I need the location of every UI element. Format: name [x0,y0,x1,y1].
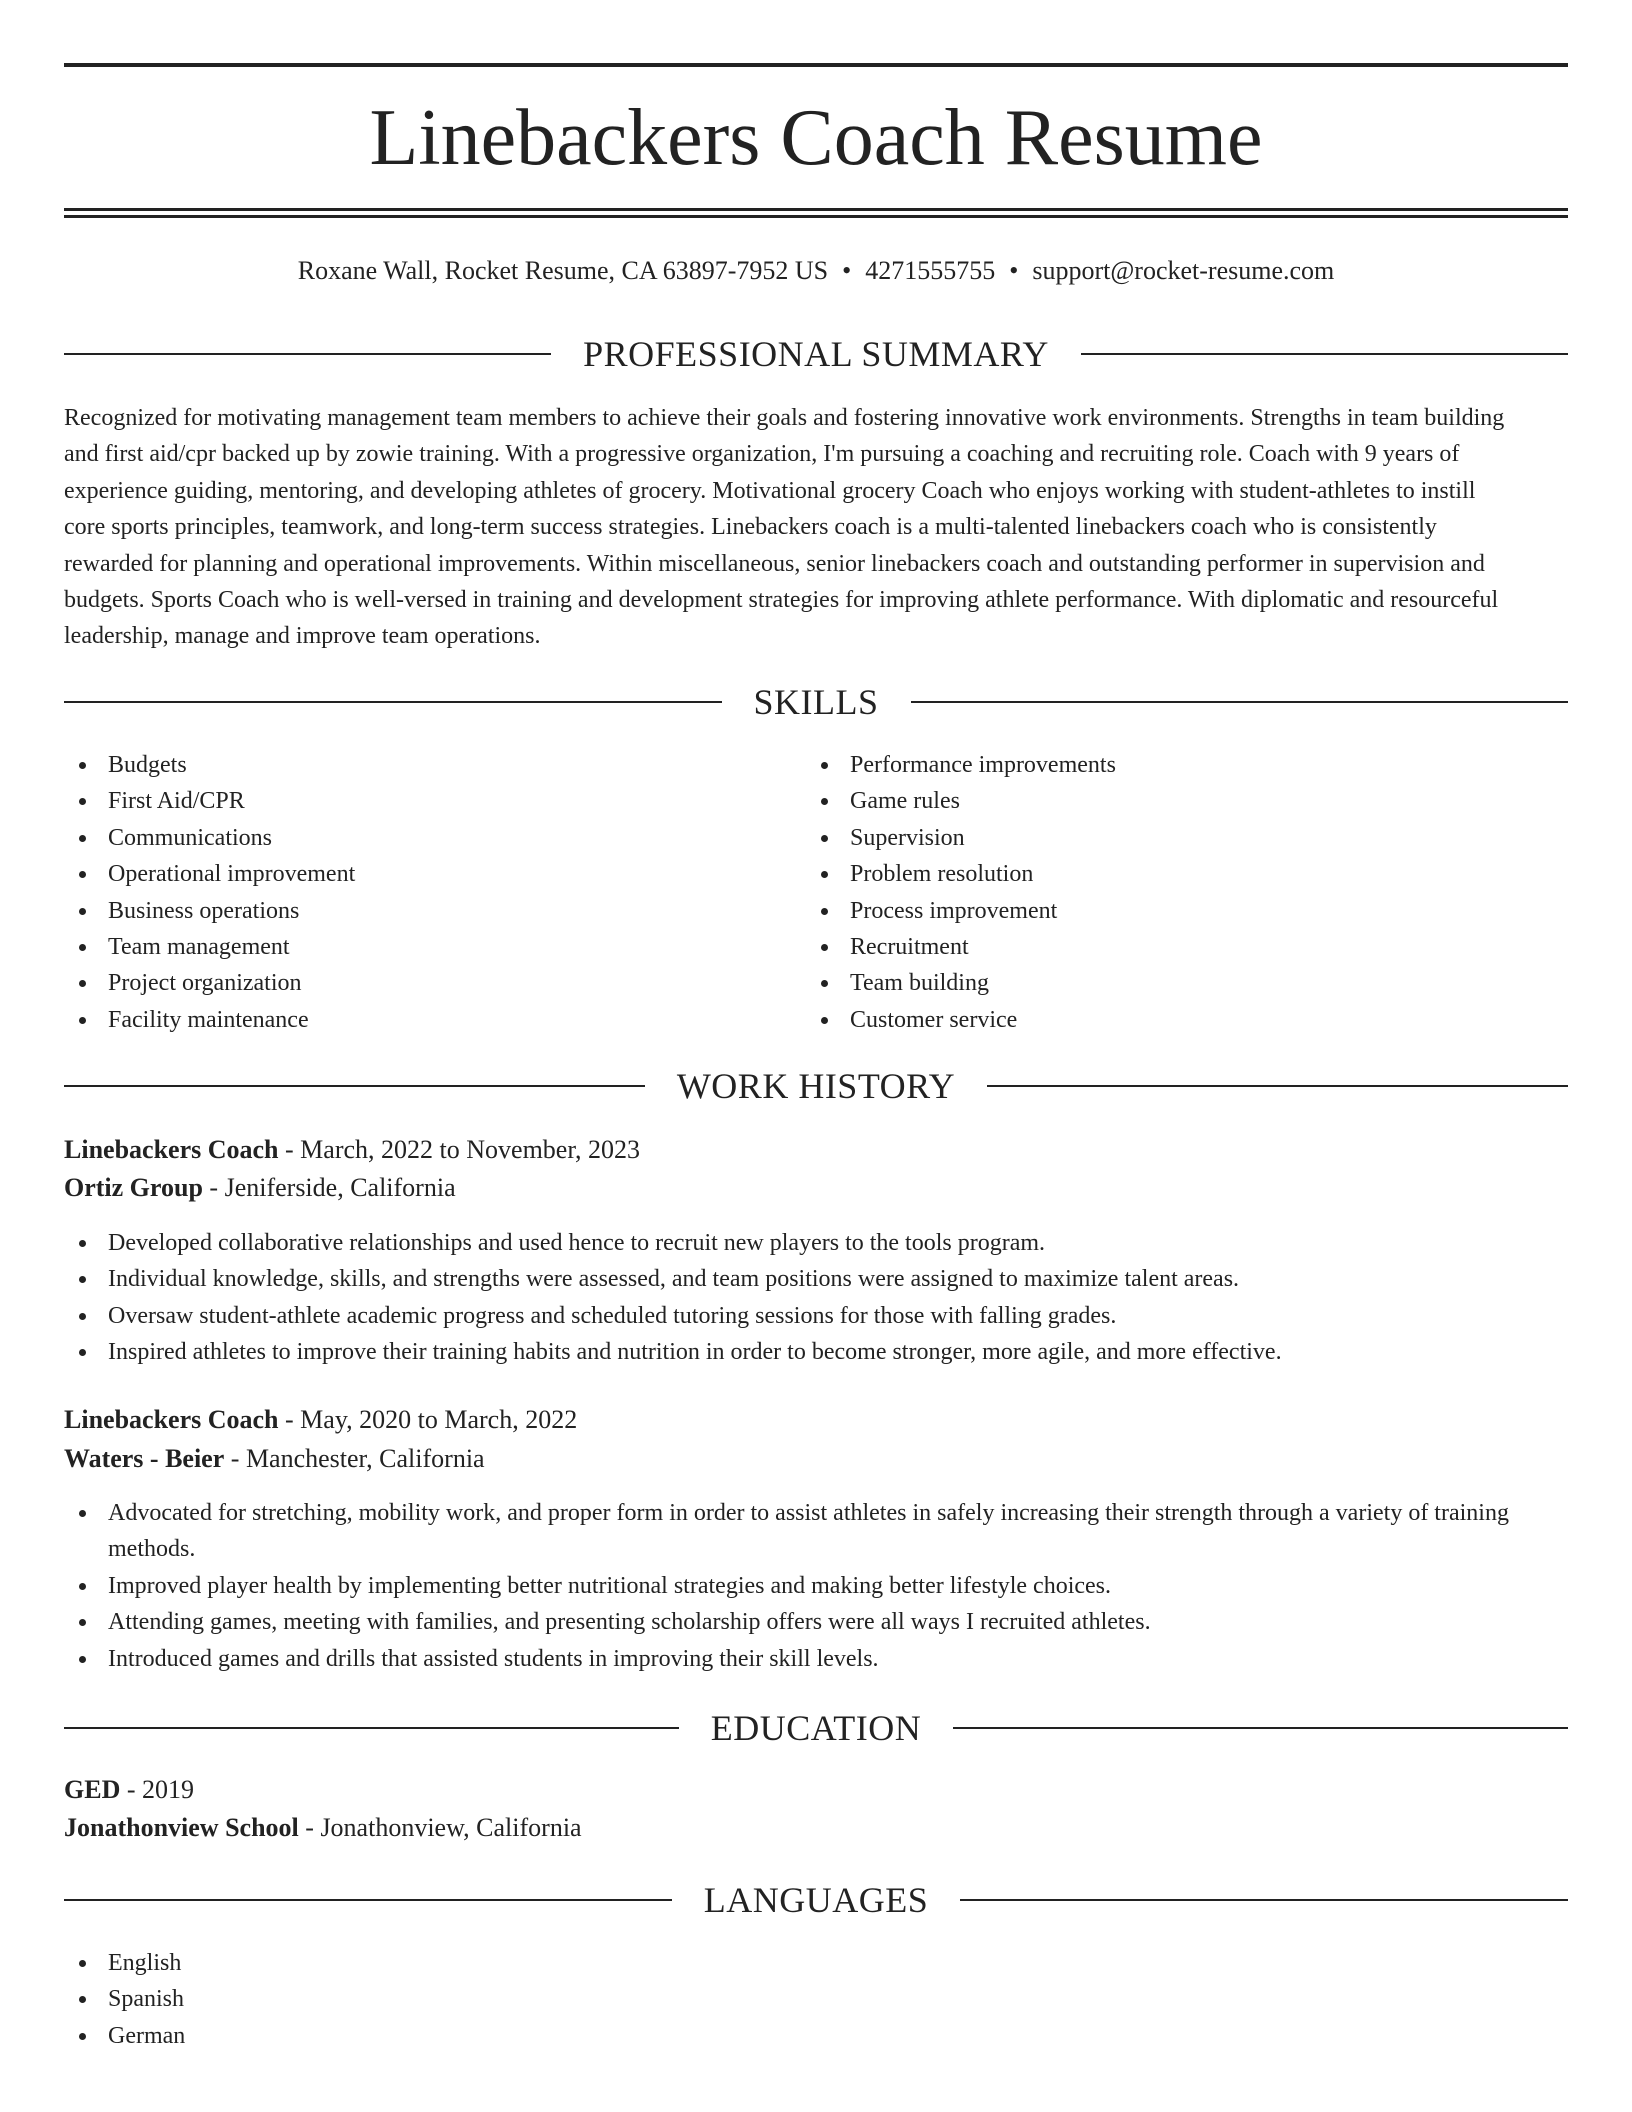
education-location: Jonathonview, California [320,1813,582,1842]
job-company: Waters - Beier [64,1444,225,1473]
job-duty: Individual knowledge, skills, and strengths were assessed, and team positions were assigned to maximize talent areas. [64,1261,1568,1297]
resume-title: Linebackers Coach Resume [369,94,1263,182]
section-title: LANGUAGES [703,1880,929,1920]
job-location: Jeniferside, California [224,1173,456,1202]
contact-email: support@rocket-resume.com [1032,256,1335,285]
section-header-education [64,1706,1568,1750]
skill-item: Recruitment [806,929,1506,965]
job-duty: Oversaw student-athlete academic progress and scheduled tutoring sessions for those with falling grades. [64,1298,1568,1334]
section-rule [64,1727,679,1729]
language-item: English [64,1945,1568,1981]
job-company-line [64,1170,1568,1206]
education-degree: GED [64,1775,121,1804]
job-duty: Inspired athletes to improve their training habits and nutrition in order to become stronger, more agile, and more effective. [64,1334,1568,1370]
education-degree-line [64,1772,1568,1808]
contact-phone: 4271555755 [865,256,996,285]
section-header-skills [64,680,1568,724]
dash: - [202,1173,225,1202]
skill-item: Business operations [64,893,764,929]
skills-list-left [64,747,764,1038]
dash: - [224,1444,246,1473]
job-title-line [64,1402,1568,1438]
dash: - [278,1405,301,1434]
summary-line: budgets. Sports Coach who is well-versed in training and development strategies for improving athlete performance. With diplomatic and resourceful [64,587,1499,614]
section-rule [987,1085,1568,1087]
skill-item: Performance improvements [806,747,1506,783]
section-header-summary [64,332,1568,376]
skill-item: Budgets [64,747,764,783]
dash: - [120,1775,143,1804]
section-title: SKILLS [753,682,879,722]
education-school: Jonathonview School [64,1813,299,1842]
skill-item: Operational improvement [64,856,764,892]
job-dates: March, 2022 to November, 2023 [300,1135,640,1164]
section-rule [1081,353,1568,355]
job-title-line [64,1132,1568,1168]
summary-line: experience guiding, mentoring, and developing athletes of grocery. Motivational grocery Coach who enjoys working with student-athletes to instill [64,477,1476,504]
section-rule [911,701,1569,703]
skill-item: Team building [806,965,1506,1001]
section-rule [64,1899,672,1901]
job-duty: Attending games, meeting with families, and presenting scholarship offers were all ways I recruited athletes. [64,1604,1568,1640]
languages-list [64,1945,1568,2054]
section-title: PROFESSIONAL SUMMARY [583,334,1049,374]
job-title: Linebackers Coach [64,1135,279,1164]
section-title: EDUCATION [710,1708,922,1748]
skill-item: Customer service [806,1002,1506,1038]
job-duty: Improved player health by implementing better nutritional strategies and making better lifestyle choices. [64,1568,1568,1604]
section-rule [64,701,722,703]
education-school-line [64,1810,1568,1846]
summary-line: leadership, manage and improve team operations. [64,623,541,650]
job-duties-list [64,1225,1568,1371]
section-rule [953,1727,1568,1729]
summary-line: rewarded for planning and operational improvements. Within miscellaneous, senior linebackers coach and outstanding performer in supervision and [64,550,1485,577]
section-title: WORK HISTORY [676,1066,956,1106]
job-company-line [64,1441,1568,1477]
job-location: Manchester, California [245,1444,485,1473]
skill-item: Process improvement [806,893,1506,929]
summary-text [64,400,1568,655]
skill-item: First Aid/CPR [64,783,764,819]
contact-separator: • [842,256,852,285]
skill-item: Game rules [806,783,1506,819]
skill-item: Problem resolution [806,856,1506,892]
skill-item: Supervision [806,820,1506,856]
summary-line: and first aid/cpr backed up by zowie training. With a progressive organization, I'm pursuing a coaching and recruiting role. Coach with 9 years of [64,441,1460,468]
contact-separator: • [1009,256,1019,285]
section-rule [64,353,551,355]
education-year: 2019 [142,1775,195,1804]
job-title: Linebackers Coach [64,1405,279,1434]
job-dates: May, 2020 to March, 2022 [300,1405,578,1434]
section-header-languages [64,1878,1568,1922]
job-duty: Introduced games and drills that assisted students in improving their skill levels. [64,1641,1568,1677]
section-header-work [64,1064,1568,1108]
job-duties-list [64,1495,1568,1677]
contact-line [64,254,1568,288]
section-rule [960,1899,1568,1901]
section-rule [64,1085,645,1087]
language-item: German [64,2018,1568,2054]
contact-address: Roxane Wall, Rocket Resume, CA 63897-7952 US [297,256,829,285]
title-double-rule [64,208,1568,218]
language-item: Spanish [64,1981,1568,2017]
summary-line: Recognized for motivating management team members to achieve their goals and fostering innovative work environments. Strengths in team building [64,405,1505,431]
dash: - [278,1135,301,1164]
skill-item: Communications [64,820,764,856]
job-duty: Advocated for stretching, mobility work, and proper form in order to assist athletes in safely increasing their strength through a variety of training methods. [64,1495,1568,1568]
top-rule [64,63,1568,67]
skills-list-right [806,747,1506,1038]
job-company: Ortiz Group [64,1173,203,1202]
summary-line: core sports principles, teamwork, and long-term success strategies. Linebackers coach is a multi-talented linebackers coach who is consistently [64,514,1437,541]
dash: - [298,1813,321,1842]
skill-item: Project organization [64,965,764,1001]
skill-item: Team management [64,929,764,965]
job-duty: Developed collaborative relationships and used hence to recruit new players to the tools program. [64,1225,1568,1261]
skill-item: Facility maintenance [64,1002,764,1038]
